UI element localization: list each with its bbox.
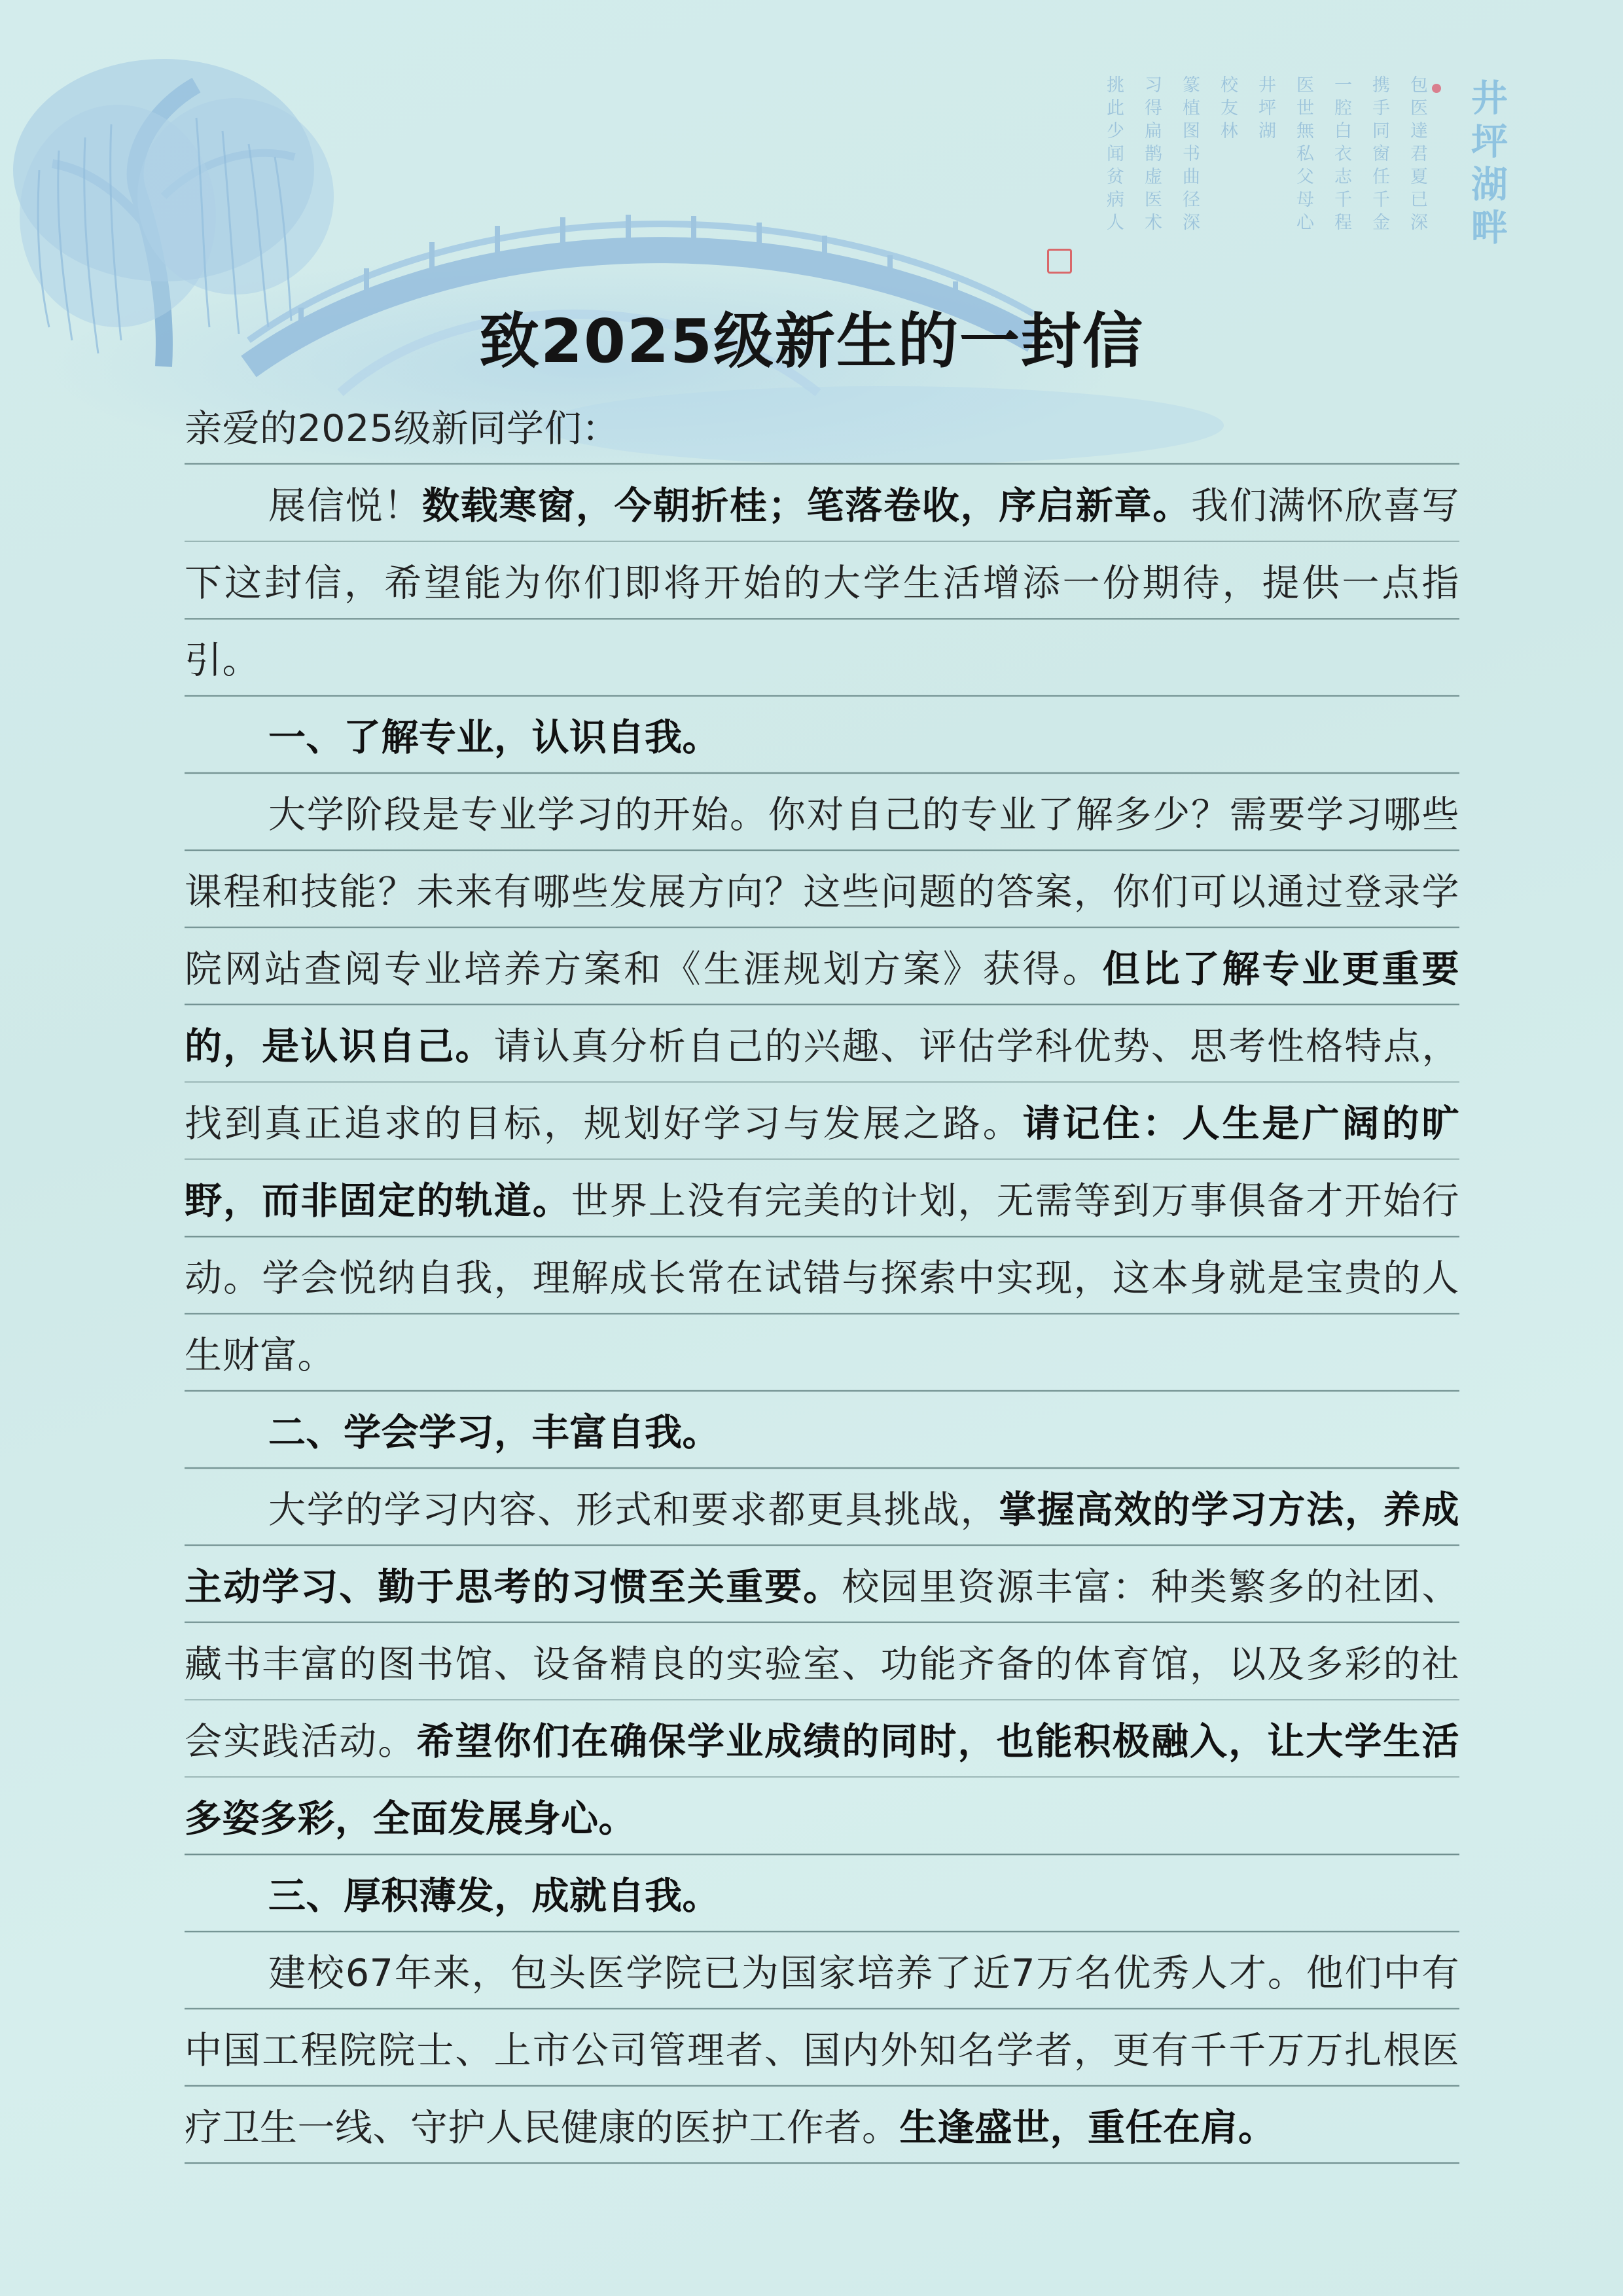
poem-column: 挑此少闻贫病人 [1103, 75, 1124, 236]
letter-title: 致2025级新生的一封信 [478, 306, 1145, 376]
poem-column: 携手同窗任千金 [1369, 75, 1389, 236]
emphasis-text: 掌握高效的学习方法，养成主动学习、勤于思考的习惯至关重要。 [185, 1488, 1459, 1609]
section-heading-2: 二、学会学习，丰富自我。 [268, 1411, 720, 1454]
emphasis-text: 希望你们在确保学业成绩的同时，也能积极融入，让大学生活多姿多彩，全面发展身心。 [185, 1720, 1459, 1840]
text-span: 大学阶段是专业学习的开始。你对自己的专业了解多少？需要学习哪些课程和技能？未来有哪些发展方向？这些问题的答案，你们可以通过登录学院网站查阅专业培养方案和《生涯规划方案》获得。 [185, 793, 1459, 991]
poem-column: 一腔白衣志千程 [1331, 75, 1351, 236]
emphasis-text: 生逢盛世，重任在肩。 [899, 2106, 1276, 2149]
poem-column: 井坪湖 [1255, 75, 1275, 144]
greeting: 亲爱的2025级新同学们： [185, 407, 620, 450]
paragraph-learning [185, 1471, 1459, 1857]
vertical-calligraphy-title: 井坪湖畔 [1465, 79, 1508, 251]
section-heading-1: 一、了解专业，认识自我。 [268, 716, 720, 759]
text-span: 世界上没有完美的计划，无需等到万事俱备才开始行动。学会悦纳自我，理解成长常在试错与探索中实现，这本身就是宝贵的人生财富。 [185, 1179, 1459, 1377]
text-span: 我们满怀欣喜写下这封信，希望能为你们即将开始的大学生活增添一份期待，提供一点指引。 [185, 484, 1459, 682]
text-span: 校园里资源丰富：种类繁多的社团、藏书丰富的图书馆、设备精良的实验室、功能齐备的体育馆，以及多彩的社会实践活动。 [185, 1566, 1459, 1763]
text-span: 展信悦！ [268, 484, 422, 528]
section-heading-3: 三、厚积薄发，成就自我。 [268, 1874, 720, 1918]
emphasis-text: 请记住：人生是广阔的旷野，而非固定的轨道。 [185, 1102, 1460, 1223]
text-span: 大学的学习内容、形式和要求都更具挑战， [268, 1488, 999, 1532]
paragraph-achievement [185, 1935, 1459, 2166]
paragraph-intro [185, 467, 1459, 699]
emphasis-text: 但比了解专业更重要的，是认识自己。 [185, 948, 1460, 1068]
poem-column: 包医達君夏已深 [1407, 75, 1427, 236]
text-span: 请认真分析自己的兴趣、评估学科优势、思考性格特点，找到真正追求的目标，规划好学习与发展之路。 [185, 1025, 1459, 1145]
classical-poem [1086, 75, 1427, 291]
poem-column: 习得扁鹊虚医术 [1141, 75, 1162, 236]
poem-column: 校友林 [1217, 75, 1238, 144]
letter-body [185, 390, 1459, 2166]
red-seal-stamp [1047, 249, 1072, 274]
emphasis-text: 数载寒窗，今朝折桂；笔落卷收，序启新章。 [422, 484, 1191, 528]
text-span: 建校67年来，包头医学院已为国家培养了近7万名优秀人才。他们中有中国工程院院士、上市公司管理者、国内外知名学者，更有千千万万扎根医疗卫生一线、守护人民健康的医护工作者。 [185, 1952, 1459, 2149]
paragraph-major [185, 776, 1459, 1394]
red-dot-icon [1432, 84, 1441, 93]
poem-column: 篆植图书曲径深 [1179, 75, 1200, 236]
poem-column: 医世無私父母心 [1293, 75, 1313, 236]
